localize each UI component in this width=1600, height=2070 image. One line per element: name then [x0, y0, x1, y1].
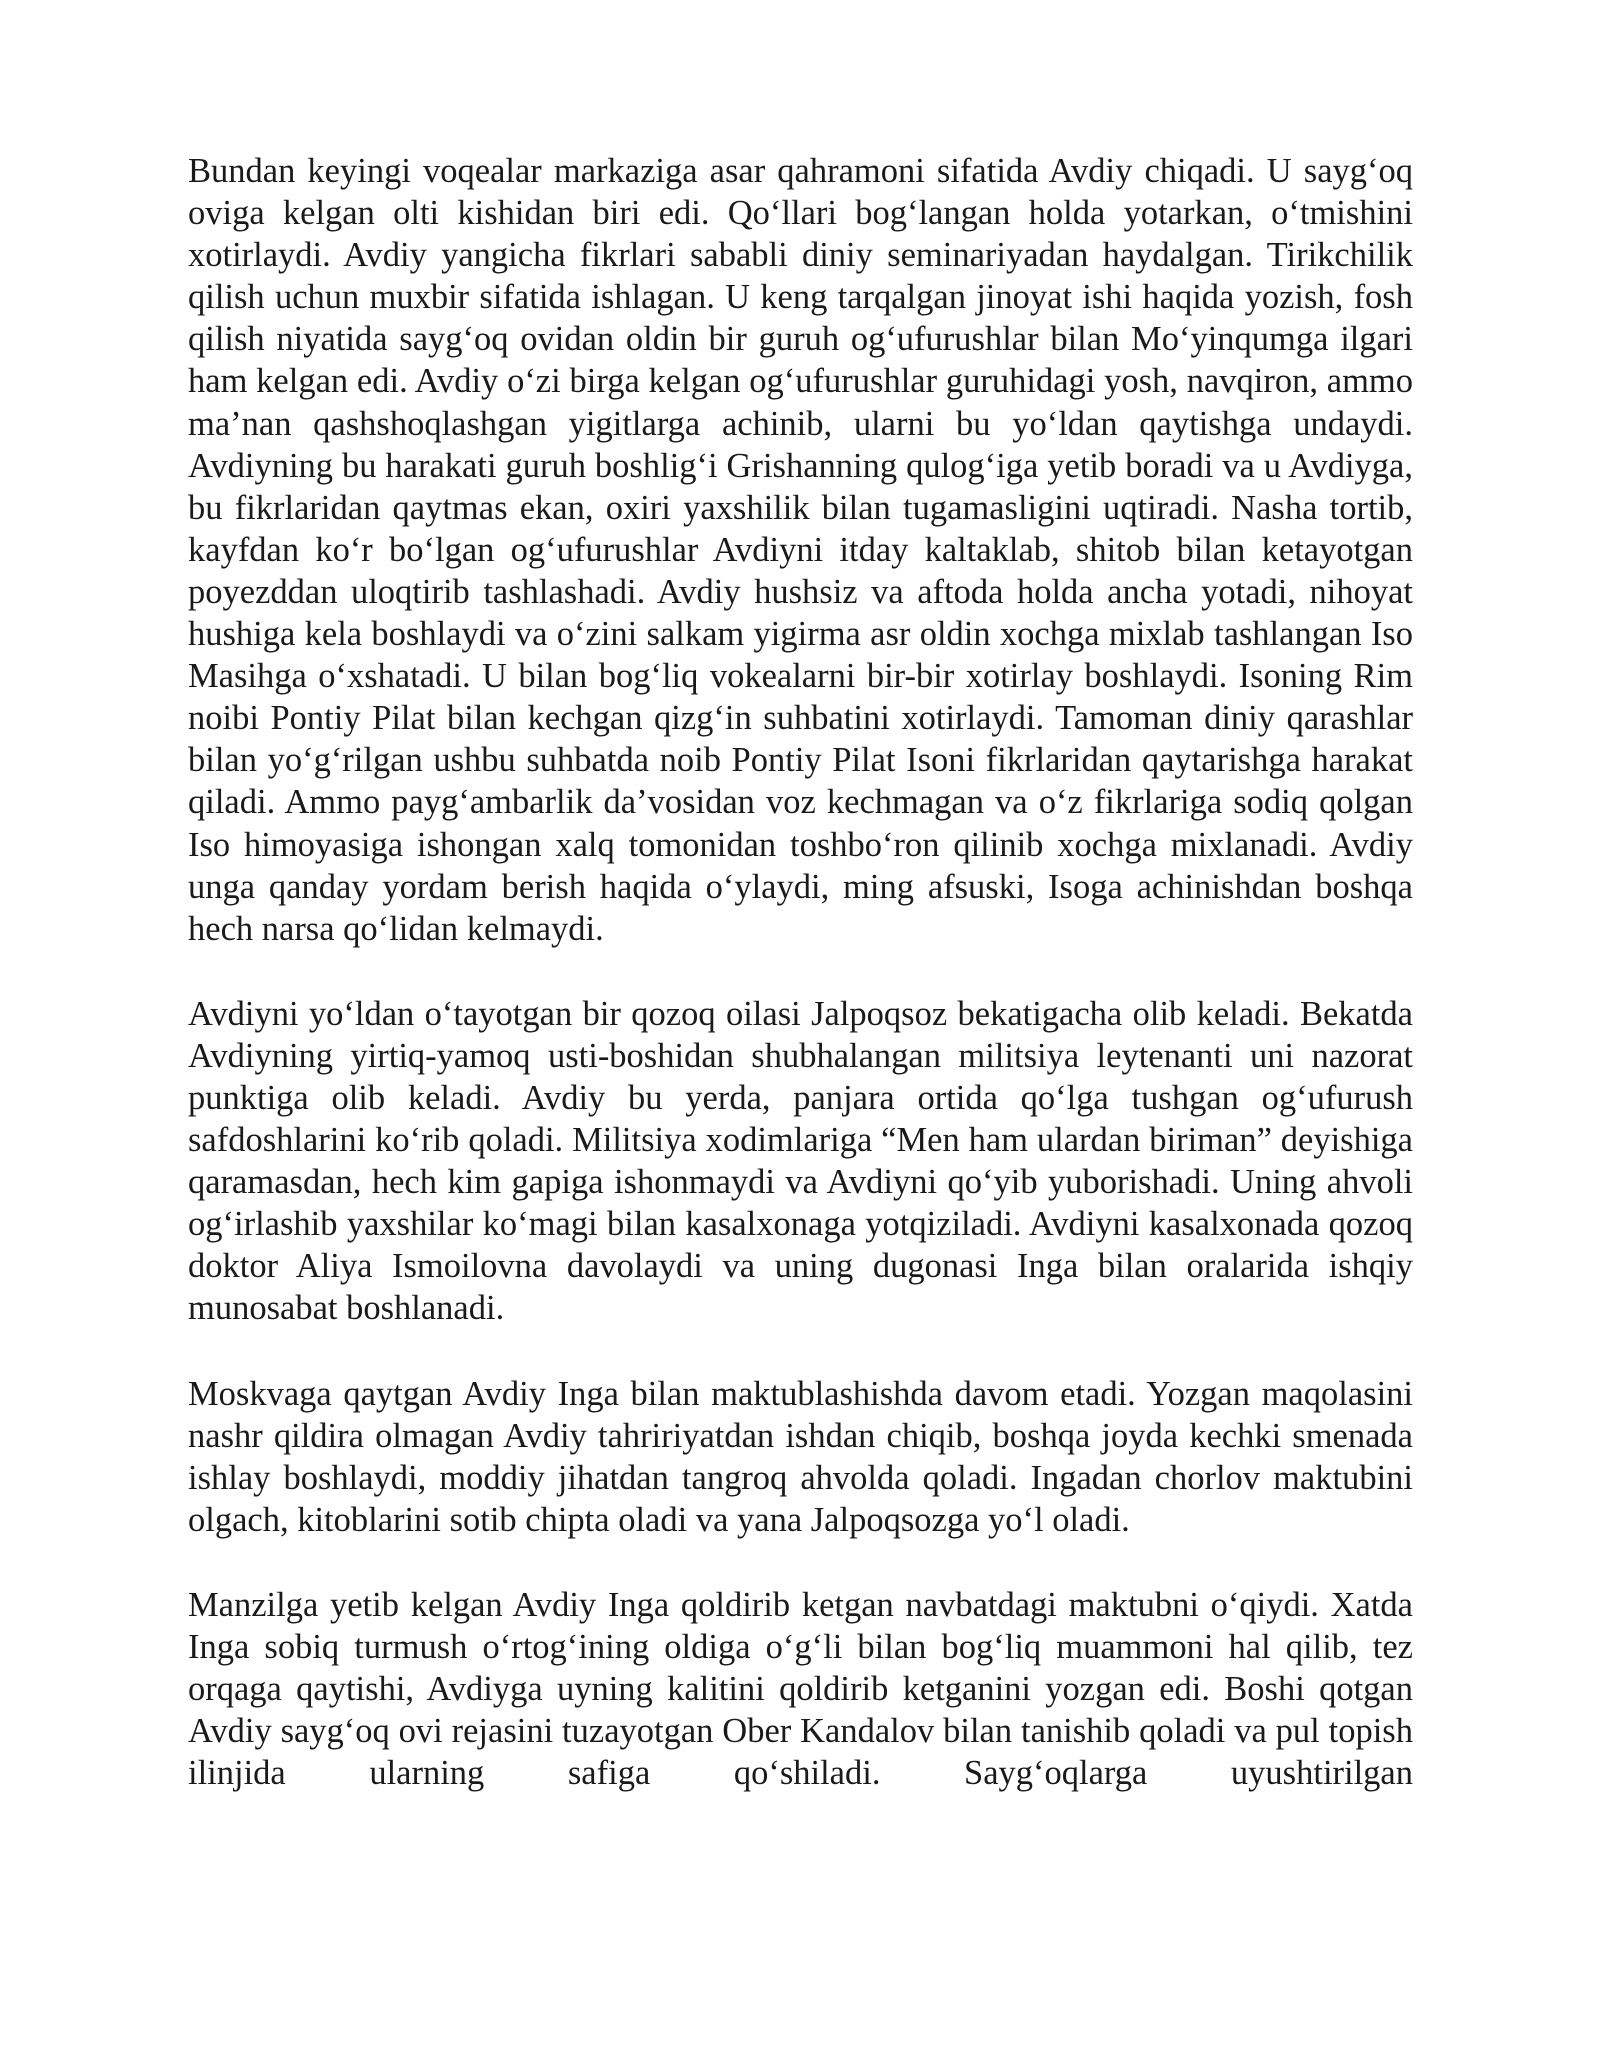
paragraph-4: Manzilga yetib kelgan Avdiy Inga qoldirib ketgan navbatdagi maktubni o‘qiydi. Xatda Inga sobiq turmush o‘rtog‘ining oldiga o‘g‘li bilan bog‘liq muammoni hal qilib, tez orqaga qaytishi, Avdiyga uyning kalitini qoldirib ketganini yozgan edi. Boshi qotgan Avdiy sayg‘oq ovi rejasini tuzayotgan Ober Kandalov bilan tanishib qoladi va pul topish ilinjida ularning safiga qo‘shiladi. Sayg‘oqlarga uyushtirilgan [188, 1585, 1413, 1793]
paragraph-1: Bundan keyingi voqealar markaziga asar qahramoni sifatida Avdiy chiqadi. U sayg‘oq oviga kelgan olti kishidan biri edi. Qo‘llari bog‘langan holda yotarkan, o‘tmishini xotirlaydi. Avdiy yangicha fikrlari sababli diniy seminariyadan haydalgan. Tirikchilik qilish uchun muxbir sifatida ishlagan. U keng tarqalgan jinoyat ishi haqida yozish, fosh qilish niyatida sayg‘oq ovidan oldin bir guruh og‘ufurushlar bilan Mo‘yinqumga ilgari ham kelgan edi. Avdiy o‘zi birga kelgan og‘ufurushlar guruhidagi yosh, navqiron, ammo ma’nan qashshoqlashgan yigitlarga achinib, ularni bu yo‘ldan qaytishga undaydi. Avdiyning bu harakati guruh boshlig‘i Grishanning qulog‘iga yetib boradi va u Avdiyga, bu fikrlaridan qaytmas ekan, oxiri yaxshilik bilan tugamasligini uqtiradi. Nasha tortib, kayfdan ko‘r bo‘lgan og‘ufurushlar Avdiyni itday kaltaklab, shitob bilan ketayotgan poyezddan uloqtirib tashlashadi. Avdiy hushsiz va aftoda holda ancha yotadi, nihoyat hushiga kela boshlaydi va o‘zini salkam yigirma asr oldin xochga mixlab tashlangan Iso Masihga o‘xshatadi. U bilan bog‘liq vokealarni bir-bir xotirlay boshlaydi. Isoning Rim noibi Pontiy Pilat bilan kechgan qizg‘in suhbatini xotirlaydi. Tamoman diniy qarashlar bilan yo‘g‘rilgan ushbu suhbatda noib Pontiy Pilat Isoni fikrlaridan qaytarishga harakat qiladi. Ammo payg‘ambarlik da’vosidan voz kechmagan va o‘z fikrlariga sodiq qolgan Iso himoyasiga ishongan xalq tomonidan toshbo‘ron qilinib xochga mixlanadi. Avdiy unga qanday yordam berish haqida o‘ylaydi, ming afsuski, Isoga achinishdan boshqa hech narsa qo‘lidan kelmaydi. [188, 152, 1413, 948]
paragraph-3: Moskvaga qaytgan Avdiy Inga bilan maktublashishda davom etadi. Yozgan maqolasini nashr qildira olmagan Avdiy tahririyatdan ishdan chiqib, boshqa joyda kechki smenada ishlay boshlaydi, moddiy jihatdan tangroq ahvolda qoladi. Ingadan chorlov maktubini olgach, kitoblarini sotib chipta oladi va yana Jalpoqsozga yo‘l oladi. [188, 1374, 1413, 1539]
paragraph-2: Avdiyni yo‘ldan o‘tayotgan bir qozoq oilasi Jalpoqsoz bekatigacha olib keladi. Bekatda Avdiyning yirtiq-yamoq usti-boshidan shubhalangan militsiya leytenanti uni nazorat punktiga olib keladi. Avdiy bu yerda, panjara ortida qo‘lga tushgan og‘ufurush safdoshlarini ko‘rib qoladi. Militsiya xodimlariga “Men ham ulardan biriman” deyishiga qaramasdan, hech kim gapiga ishonmaydi va Avdiyni qo‘yib yuborishadi. Uning ahvoli og‘irlashib yaxshilar ko‘magi bilan kasalxonaga yotqiziladi. Avdiyni kasalxonada qozoq doktor Aliya Ismoilovna davolaydi va uning dugonasi Inga bilan oralarida ishqiy munosabat boshlanadi. [188, 994, 1413, 1328]
document-page [188, 150, 1413, 1794]
